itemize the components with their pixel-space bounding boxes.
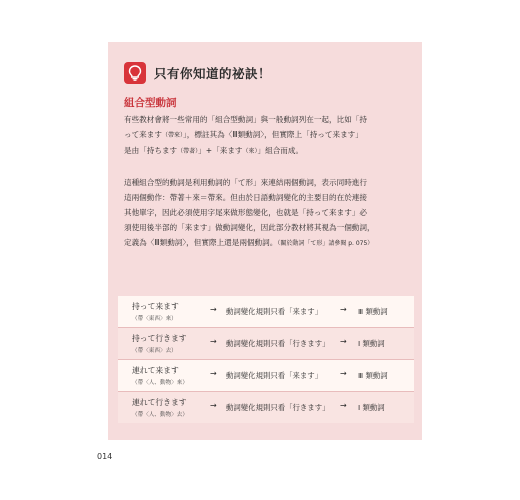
arrow-icon: → — [340, 337, 347, 346]
row-class: Ⅲ 類動詞 — [358, 371, 388, 380]
arrow-icon: → — [340, 401, 347, 410]
p1-line2-verb: って来ます — [124, 130, 162, 139]
row-verb: 連れて来ます — [132, 366, 179, 375]
p2-line3: 其他單字，因此必須使用字尾來做形態變化，也就是「持って来ます」必 — [124, 208, 367, 217]
section-title: 組合型動詞 — [124, 97, 177, 109]
row-gloss: （帶〈東西〉來） — [132, 316, 177, 322]
p1-line3-c: 」+「来ます — [198, 146, 243, 155]
table-row — [118, 296, 414, 328]
p1-line2 — [124, 127, 414, 143]
tip-title: 只有你知道的祕訣！ — [154, 66, 272, 81]
row-gloss: （帶〈東西〉去） — [132, 348, 177, 354]
tip-panel — [108, 42, 422, 440]
row-rule: 動詞變化規則只看「来ます」 — [226, 307, 323, 316]
row-gloss: （帶〈人、動物〉來） — [132, 380, 188, 386]
paragraph-1 — [124, 112, 414, 159]
arrow-icon: → — [340, 369, 347, 378]
table-row — [118, 360, 414, 392]
row-rule: 動詞變化規則只看「行きます」 — [226, 339, 330, 348]
row-verb: 持って来ます — [132, 302, 179, 311]
p1-line2-rest: 」，標註其為〈Ⅲ類動詞〉，但實際上「持って来ます」 — [182, 130, 363, 139]
p2-line5-ref: （關於動詞「て形」請參閱 p. 075） — [277, 240, 374, 247]
row-verb: 持って行きます — [132, 334, 187, 343]
p1-line3-b: （帶著） — [177, 148, 199, 155]
paragraph-2 — [124, 175, 414, 251]
table-row — [118, 392, 414, 423]
lightbulb-icon — [124, 62, 146, 84]
row-class: Ⅰ 類動詞 — [358, 339, 385, 348]
p1-line3-a: 是由「持ちます — [124, 146, 178, 155]
p2-line5 — [124, 235, 414, 251]
p1-line2-gloss: （帶來） — [161, 132, 183, 139]
verb-table — [118, 296, 414, 423]
page-number: 014 — [97, 452, 113, 461]
p2-line1: 這種組合型的動詞是利用動詞的「て形」來連結兩個動詞，表示同時進行 — [124, 178, 367, 187]
p2-line2: 這兩個動作：帶著＋來＝帶來。但由於日語動詞變化的主要目的在於連接 — [124, 193, 367, 202]
arrow-icon: → — [210, 337, 217, 346]
arrow-icon: → — [210, 369, 217, 378]
arrow-icon: → — [210, 305, 217, 314]
arrow-icon: → — [340, 305, 347, 314]
table-row — [118, 328, 414, 360]
row-gloss: （帶〈人、動物〉去） — [132, 412, 188, 418]
tip-header — [124, 62, 271, 84]
row-verb: 連れて行きます — [132, 398, 187, 407]
row-rule: 動詞變化規則只看「来ます」 — [226, 371, 323, 380]
row-class: Ⅰ 類動詞 — [358, 403, 385, 412]
p1-line3 — [124, 143, 414, 159]
p1-line1: 有些教材會將一些常用的「組合型動詞」與一般動詞列在一起，比如「持 — [124, 115, 367, 124]
p2-line4: 須使用後半部的「来ます」做動詞變化，因此部分教材將其視為一個動詞， — [124, 223, 375, 232]
row-rule: 動詞變化規則只看「行きます」 — [226, 403, 330, 412]
p2-line5-a: 定義為〈Ⅲ類動詞〉，但實際上還是兩個動詞。 — [124, 238, 278, 247]
p1-line3-e: 」組合而成。 — [257, 146, 304, 155]
p1-line3-d: （來） — [242, 148, 258, 155]
arrow-icon: → — [210, 401, 217, 410]
row-class: Ⅲ 類動詞 — [358, 307, 388, 316]
